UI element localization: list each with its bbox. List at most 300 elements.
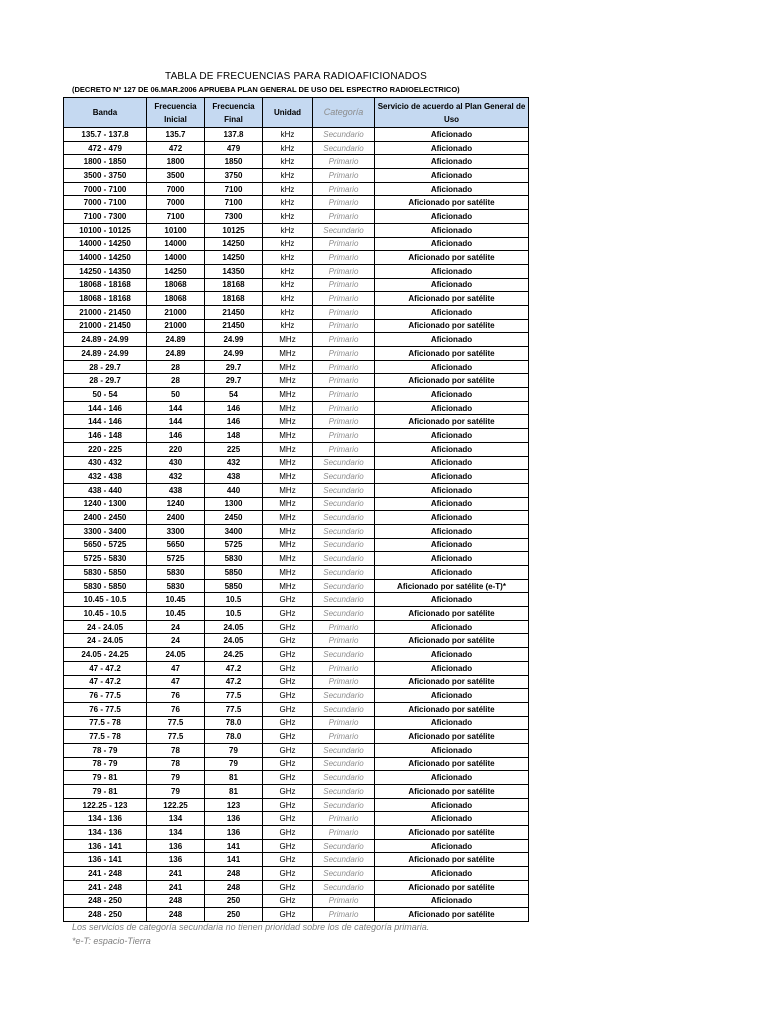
cell-frecuencia-final: 146: [205, 415, 263, 429]
cell-frecuencia-inicial: 5725: [147, 552, 205, 566]
cell-categoria: Primario: [313, 730, 375, 744]
cell-banda: 241 - 248: [64, 867, 147, 881]
cell-servicio: Aficionado por satélite: [375, 880, 529, 894]
table-row: [64, 716, 529, 730]
cell-servicio: Aficionado: [375, 360, 529, 374]
cell-servicio: Aficionado por satélite (e-T)*: [375, 579, 529, 593]
cell-banda: 24 - 24.05: [64, 620, 147, 634]
table-row: [64, 730, 529, 744]
cell-unidad: MHz: [263, 374, 313, 388]
cell-banda: 144 - 146: [64, 415, 147, 429]
table-row: [64, 511, 529, 525]
cell-frecuencia-inicial: 50: [147, 388, 205, 402]
cell-servicio: Aficionado: [375, 839, 529, 853]
cell-frecuencia-final: 10125: [205, 223, 263, 237]
cell-unidad: MHz: [263, 347, 313, 361]
cell-frecuencia-final: 248: [205, 867, 263, 881]
cell-servicio: Aficionado por satélite: [375, 730, 529, 744]
table-row: [64, 223, 529, 237]
cell-frecuencia-inicial: 430: [147, 456, 205, 470]
cell-categoria: Secundario: [313, 689, 375, 703]
cell-banda: 432 - 438: [64, 470, 147, 484]
cell-unidad: GHz: [263, 826, 313, 840]
cell-unidad: MHz: [263, 511, 313, 525]
cell-unidad: kHz: [263, 223, 313, 237]
cell-unidad: GHz: [263, 648, 313, 662]
table-row: [64, 470, 529, 484]
cell-frecuencia-final: 5830: [205, 552, 263, 566]
cell-banda: 472 - 479: [64, 141, 147, 155]
cell-frecuencia-final: 7300: [205, 210, 263, 224]
cell-frecuencia-final: 81: [205, 771, 263, 785]
table-row: [64, 182, 529, 196]
cell-frecuencia-final: 7100: [205, 196, 263, 210]
cell-frecuencia-final: 3400: [205, 524, 263, 538]
cell-categoria: Primario: [313, 210, 375, 224]
cell-categoria: Secundario: [313, 607, 375, 621]
cell-frecuencia-final: 18168: [205, 292, 263, 306]
cell-servicio: Aficionado por satélite: [375, 607, 529, 621]
cell-frecuencia-final: 21450: [205, 319, 263, 333]
cell-categoria: Secundario: [313, 743, 375, 757]
table-row: [64, 524, 529, 538]
cell-banda: 5830 - 5850: [64, 579, 147, 593]
cell-servicio: Aficionado por satélite: [375, 347, 529, 361]
cell-frecuencia-final: 14350: [205, 264, 263, 278]
cell-banda: 79 - 81: [64, 785, 147, 799]
table-row: [64, 634, 529, 648]
cell-unidad: MHz: [263, 333, 313, 347]
cell-unidad: GHz: [263, 730, 313, 744]
cell-unidad: GHz: [263, 771, 313, 785]
table-row: [64, 169, 529, 183]
cell-frecuencia-inicial: 7100: [147, 210, 205, 224]
cell-unidad: GHz: [263, 894, 313, 908]
cell-categoria: Primario: [313, 661, 375, 675]
cell-frecuencia-inicial: 135.7: [147, 128, 205, 142]
cell-banda: 7000 - 7100: [64, 182, 147, 196]
cell-frecuencia-inicial: 10.45: [147, 593, 205, 607]
cell-frecuencia-final: 77.5: [205, 702, 263, 716]
cell-categoria: Primario: [313, 196, 375, 210]
cell-servicio: Aficionado por satélite: [375, 853, 529, 867]
cell-banda: 79 - 81: [64, 771, 147, 785]
cell-servicio: Aficionado: [375, 552, 529, 566]
cell-frecuencia-inicial: 472: [147, 141, 205, 155]
cell-unidad: MHz: [263, 429, 313, 443]
cell-frecuencia-final: 29.7: [205, 360, 263, 374]
table-row: [64, 401, 529, 415]
cell-frecuencia-final: 1300: [205, 497, 263, 511]
cell-banda: 5830 - 5850: [64, 566, 147, 580]
cell-frecuencia-inicial: 144: [147, 415, 205, 429]
cell-servicio: Aficionado: [375, 210, 529, 224]
table-row: [64, 456, 529, 470]
table-row: [64, 319, 529, 333]
cell-frecuencia-final: 250: [205, 908, 263, 922]
cell-servicio: Aficionado por satélite: [375, 702, 529, 716]
cell-unidad: GHz: [263, 785, 313, 799]
cell-banda: 24.89 - 24.99: [64, 347, 147, 361]
cell-categoria: Primario: [313, 401, 375, 415]
table-row: [64, 497, 529, 511]
cell-servicio: Aficionado: [375, 333, 529, 347]
cell-banda: 14000 - 14250: [64, 237, 147, 251]
cell-unidad: GHz: [263, 880, 313, 894]
cell-frecuencia-inicial: 3500: [147, 169, 205, 183]
cell-frecuencia-inicial: 18068: [147, 292, 205, 306]
cell-unidad: GHz: [263, 743, 313, 757]
cell-frecuencia-inicial: 47: [147, 675, 205, 689]
cell-servicio: Aficionado: [375, 264, 529, 278]
cell-categoria: Primario: [313, 182, 375, 196]
cell-unidad: MHz: [263, 470, 313, 484]
cell-categoria: Secundario: [313, 593, 375, 607]
table-row: [64, 867, 529, 881]
cell-frecuencia-inicial: 79: [147, 771, 205, 785]
table-row: [64, 675, 529, 689]
cell-banda: 136 - 141: [64, 839, 147, 853]
cell-servicio: Aficionado: [375, 648, 529, 662]
cell-unidad: GHz: [263, 661, 313, 675]
cell-categoria: Secundario: [313, 497, 375, 511]
cell-banda: 1800 - 1850: [64, 155, 147, 169]
cell-frecuencia-final: 479: [205, 141, 263, 155]
cell-servicio: Aficionado: [375, 401, 529, 415]
cell-banda: 5725 - 5830: [64, 552, 147, 566]
cell-banda: 24.89 - 24.99: [64, 333, 147, 347]
cell-categoria: Secundario: [313, 511, 375, 525]
table-row: [64, 771, 529, 785]
cell-frecuencia-inicial: 3300: [147, 524, 205, 538]
cell-frecuencia-final: 29.7: [205, 374, 263, 388]
cell-unidad: MHz: [263, 579, 313, 593]
cell-banda: 47 - 47.2: [64, 675, 147, 689]
cell-frecuencia-inicial: 79: [147, 785, 205, 799]
table-body: [64, 128, 529, 922]
cell-categoria: Secundario: [313, 798, 375, 812]
table-row: [64, 210, 529, 224]
cell-frecuencia-final: 79: [205, 757, 263, 771]
cell-frecuencia-inicial: 1800: [147, 155, 205, 169]
cell-frecuencia-final: 5850: [205, 566, 263, 580]
cell-banda: 24 - 24.05: [64, 634, 147, 648]
table-row: [64, 552, 529, 566]
cell-servicio: Aficionado: [375, 812, 529, 826]
cell-servicio: Aficionado: [375, 141, 529, 155]
table-row: [64, 429, 529, 443]
cell-banda: 122.25 - 123: [64, 798, 147, 812]
table-row: [64, 374, 529, 388]
cell-unidad: MHz: [263, 497, 313, 511]
cell-servicio: Aficionado: [375, 429, 529, 443]
cell-servicio: Aficionado: [375, 511, 529, 525]
cell-servicio: Aficionado: [375, 743, 529, 757]
cell-frecuencia-final: 14250: [205, 237, 263, 251]
cell-unidad: kHz: [263, 128, 313, 142]
cell-servicio: Aficionado: [375, 237, 529, 251]
cell-banda: 78 - 79: [64, 757, 147, 771]
cell-categoria: Primario: [313, 360, 375, 374]
cell-categoria: Primario: [313, 155, 375, 169]
cell-frecuencia-final: 432: [205, 456, 263, 470]
header-banda: Banda: [64, 98, 147, 128]
table-row: [64, 648, 529, 662]
header-categoria: Categoría: [313, 98, 375, 128]
cell-categoria: Primario: [313, 333, 375, 347]
table-row: [64, 333, 529, 347]
cell-servicio: Aficionado: [375, 456, 529, 470]
cell-banda: 146 - 148: [64, 429, 147, 443]
table-row: [64, 812, 529, 826]
cell-categoria: Primario: [313, 237, 375, 251]
cell-servicio: Aficionado por satélite: [375, 826, 529, 840]
cell-frecuencia-final: 77.5: [205, 689, 263, 703]
cell-categoria: Secundario: [313, 141, 375, 155]
cell-banda: 220 - 225: [64, 442, 147, 456]
cell-banda: 5650 - 5725: [64, 538, 147, 552]
cell-frecuencia-inicial: 21000: [147, 319, 205, 333]
cell-frecuencia-inicial: 78: [147, 757, 205, 771]
cell-unidad: MHz: [263, 483, 313, 497]
cell-unidad: GHz: [263, 812, 313, 826]
cell-frecuencia-inicial: 24: [147, 634, 205, 648]
cell-servicio: Aficionado: [375, 867, 529, 881]
cell-categoria: Primario: [313, 415, 375, 429]
cell-categoria: Secundario: [313, 566, 375, 580]
cell-banda: 10.45 - 10.5: [64, 593, 147, 607]
cell-frecuencia-final: 7100: [205, 182, 263, 196]
cell-frecuencia-inicial: 248: [147, 908, 205, 922]
cell-frecuencia-inicial: 5830: [147, 579, 205, 593]
cell-servicio: Aficionado por satélite: [375, 196, 529, 210]
cell-frecuencia-inicial: 5830: [147, 566, 205, 580]
cell-unidad: MHz: [263, 360, 313, 374]
table-row: [64, 607, 529, 621]
cell-categoria: Primario: [313, 812, 375, 826]
cell-unidad: kHz: [263, 278, 313, 292]
cell-categoria: Primario: [313, 826, 375, 840]
cell-servicio: Aficionado: [375, 894, 529, 908]
cell-categoria: Secundario: [313, 771, 375, 785]
cell-banda: 438 - 440: [64, 483, 147, 497]
cell-frecuencia-final: 2450: [205, 511, 263, 525]
cell-frecuencia-final: 18168: [205, 278, 263, 292]
cell-unidad: MHz: [263, 401, 313, 415]
cell-categoria: Secundario: [313, 128, 375, 142]
cell-frecuencia-final: 146: [205, 401, 263, 415]
table-row: [64, 785, 529, 799]
cell-frecuencia-final: 137.8: [205, 128, 263, 142]
cell-categoria: Primario: [313, 894, 375, 908]
cell-banda: 77.5 - 78: [64, 716, 147, 730]
cell-unidad: GHz: [263, 593, 313, 607]
cell-banda: 77.5 - 78: [64, 730, 147, 744]
cell-frecuencia-inicial: 47: [147, 661, 205, 675]
cell-servicio: Aficionado: [375, 278, 529, 292]
table-row: [64, 237, 529, 251]
cell-servicio: Aficionado por satélite: [375, 908, 529, 922]
cell-frecuencia-inicial: 144: [147, 401, 205, 415]
cell-frecuencia-final: 10.5: [205, 607, 263, 621]
cell-frecuencia-inicial: 136: [147, 853, 205, 867]
document-subtitle: (DECRETO Nº 127 DE 06.MAR.2006 APRUEBA PLAN GENERAL DE USO DEL ESPECTRO RADIOELECTRICO): [72, 85, 460, 94]
cell-frecuencia-final: 123: [205, 798, 263, 812]
cell-frecuencia-inicial: 248: [147, 894, 205, 908]
table-row: [64, 743, 529, 757]
cell-categoria: Primario: [313, 251, 375, 265]
cell-categoria: Secundario: [313, 483, 375, 497]
cell-unidad: MHz: [263, 524, 313, 538]
cell-frecuencia-final: 5725: [205, 538, 263, 552]
table-row: [64, 908, 529, 922]
cell-servicio: Aficionado por satélite: [375, 319, 529, 333]
cell-frecuencia-final: 24.99: [205, 347, 263, 361]
cell-categoria: Primario: [313, 634, 375, 648]
table-row: [64, 196, 529, 210]
table-row: [64, 415, 529, 429]
cell-servicio: Aficionado por satélite: [375, 374, 529, 388]
cell-unidad: kHz: [263, 319, 313, 333]
table-row: [64, 853, 529, 867]
cell-servicio: Aficionado: [375, 470, 529, 484]
cell-unidad: kHz: [263, 305, 313, 319]
cell-categoria: Secundario: [313, 785, 375, 799]
cell-frecuencia-final: 24.99: [205, 333, 263, 347]
cell-unidad: kHz: [263, 210, 313, 224]
cell-servicio: Aficionado: [375, 771, 529, 785]
cell-servicio: Aficionado: [375, 305, 529, 319]
cell-categoria: Primario: [313, 169, 375, 183]
cell-frecuencia-inicial: 24.89: [147, 347, 205, 361]
cell-unidad: GHz: [263, 839, 313, 853]
cell-banda: 1240 - 1300: [64, 497, 147, 511]
table-row: [64, 538, 529, 552]
cell-servicio: Aficionado: [375, 388, 529, 402]
cell-frecuencia-inicial: 7000: [147, 196, 205, 210]
cell-categoria: Primario: [313, 429, 375, 443]
header-unidad: Unidad: [263, 98, 313, 128]
table-row: [64, 826, 529, 840]
cell-categoria: Secundario: [313, 880, 375, 894]
cell-servicio: Aficionado: [375, 524, 529, 538]
cell-banda: 136 - 141: [64, 853, 147, 867]
cell-frecuencia-final: 78.0: [205, 716, 263, 730]
cell-unidad: GHz: [263, 867, 313, 881]
cell-categoria: Primario: [313, 716, 375, 730]
table-row: [64, 251, 529, 265]
cell-banda: 3300 - 3400: [64, 524, 147, 538]
cell-unidad: GHz: [263, 675, 313, 689]
table-row: [64, 360, 529, 374]
cell-unidad: GHz: [263, 908, 313, 922]
cell-unidad: kHz: [263, 251, 313, 265]
table-row: [64, 620, 529, 634]
cell-frecuencia-inicial: 14250: [147, 264, 205, 278]
cell-frecuencia-final: 78.0: [205, 730, 263, 744]
cell-frecuencia-final: 225: [205, 442, 263, 456]
cell-frecuencia-inicial: 134: [147, 812, 205, 826]
cell-frecuencia-final: 438: [205, 470, 263, 484]
table-row: [64, 442, 529, 456]
cell-categoria: Primario: [313, 305, 375, 319]
cell-banda: 47 - 47.2: [64, 661, 147, 675]
cell-servicio: Aficionado: [375, 798, 529, 812]
cell-categoria: Primario: [313, 675, 375, 689]
cell-banda: 134 - 136: [64, 826, 147, 840]
cell-frecuencia-final: 14250: [205, 251, 263, 265]
cell-categoria: Primario: [313, 374, 375, 388]
cell-frecuencia-inicial: 18068: [147, 278, 205, 292]
header-frecuencia-inicial: Frecuencia Inicial: [147, 98, 205, 128]
cell-frecuencia-final: 54: [205, 388, 263, 402]
cell-frecuencia-final: 47.2: [205, 675, 263, 689]
cell-frecuencia-final: 81: [205, 785, 263, 799]
cell-servicio: Aficionado: [375, 483, 529, 497]
cell-unidad: kHz: [263, 237, 313, 251]
cell-servicio: Aficionado: [375, 689, 529, 703]
cell-banda: 24.05 - 24.25: [64, 648, 147, 662]
table-row: [64, 880, 529, 894]
cell-frecuencia-inicial: 77.5: [147, 730, 205, 744]
cell-frecuencia-inicial: 14000: [147, 237, 205, 251]
cell-banda: 18068 - 18168: [64, 292, 147, 306]
frequency-table: [63, 97, 529, 922]
table-header-row: [64, 98, 529, 128]
cell-categoria: Secundario: [313, 702, 375, 716]
cell-servicio: Aficionado: [375, 169, 529, 183]
cell-unidad: GHz: [263, 620, 313, 634]
cell-frecuencia-final: 136: [205, 812, 263, 826]
cell-frecuencia-inicial: 241: [147, 880, 205, 894]
cell-frecuencia-inicial: 10.45: [147, 607, 205, 621]
cell-frecuencia-inicial: 134: [147, 826, 205, 840]
cell-categoria: Primario: [313, 319, 375, 333]
table-row: [64, 593, 529, 607]
cell-categoria: Secundario: [313, 839, 375, 853]
cell-banda: 144 - 146: [64, 401, 147, 415]
cell-banda: 50 - 54: [64, 388, 147, 402]
cell-categoria: Secundario: [313, 867, 375, 881]
cell-banda: 76 - 77.5: [64, 689, 147, 703]
cell-unidad: MHz: [263, 552, 313, 566]
cell-frecuencia-inicial: 220: [147, 442, 205, 456]
table-row: [64, 702, 529, 716]
table-row: [64, 579, 529, 593]
cell-frecuencia-inicial: 2400: [147, 511, 205, 525]
cell-frecuencia-inicial: 122.25: [147, 798, 205, 812]
table-row: [64, 128, 529, 142]
cell-servicio: Aficionado por satélite: [375, 251, 529, 265]
cell-frecuencia-final: 440: [205, 483, 263, 497]
cell-frecuencia-final: 5850: [205, 579, 263, 593]
footnote-e-t: *e-T: espacio-Tierra: [72, 936, 151, 946]
cell-servicio: Aficionado: [375, 128, 529, 142]
cell-frecuencia-final: 148: [205, 429, 263, 443]
document-title: TABLA DE FRECUENCIAS PARA RADIOAFICIONADOS: [165, 71, 427, 82]
cell-servicio: Aficionado: [375, 661, 529, 675]
cell-frecuencia-inicial: 28: [147, 360, 205, 374]
cell-frecuencia-inicial: 76: [147, 689, 205, 703]
cell-servicio: Aficionado por satélite: [375, 292, 529, 306]
cell-unidad: kHz: [263, 292, 313, 306]
cell-frecuencia-inicial: 28: [147, 374, 205, 388]
cell-banda: 18068 - 18168: [64, 278, 147, 292]
cell-banda: 76 - 77.5: [64, 702, 147, 716]
cell-unidad: kHz: [263, 196, 313, 210]
table-row: [64, 278, 529, 292]
cell-banda: 14000 - 14250: [64, 251, 147, 265]
